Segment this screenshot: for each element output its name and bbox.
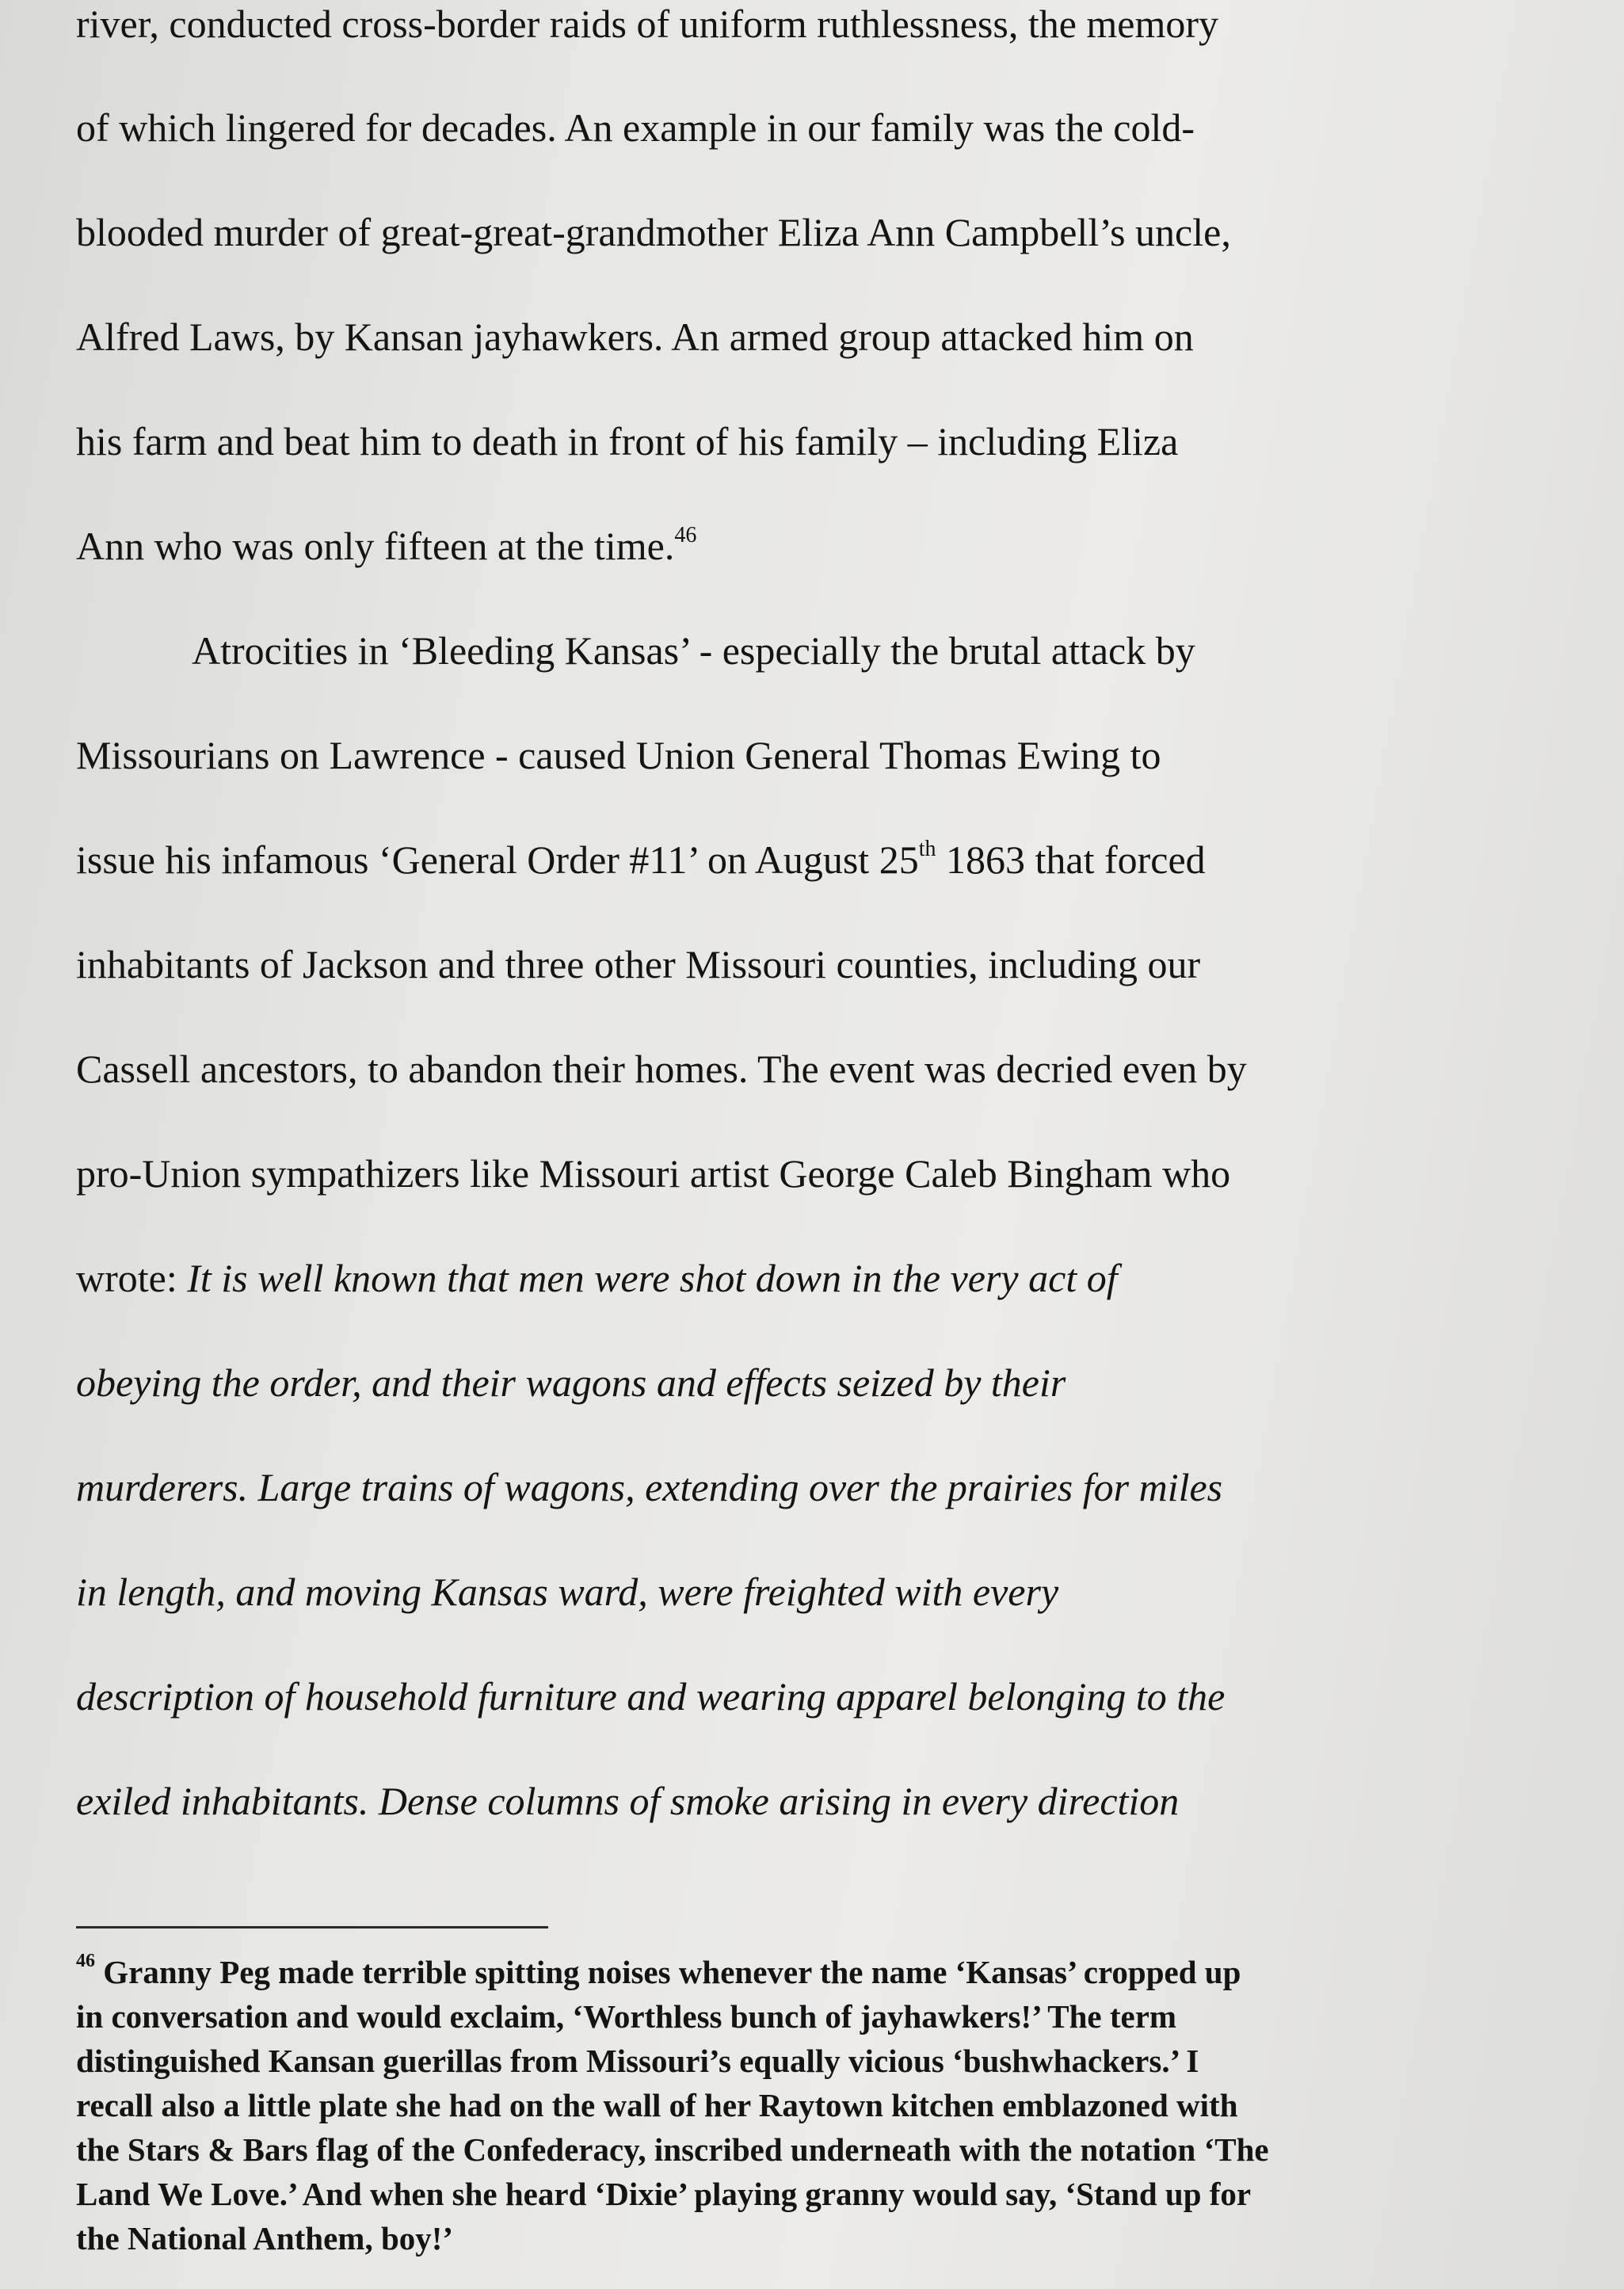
body-line: Missourians on Lawrence - caused Union General Thomas Ewing to xyxy=(76,733,1161,777)
quote-line: murderers. Large trains of wagons, extending over the prairies for miles xyxy=(76,1465,1223,1509)
body-line xyxy=(76,1254,1118,1302)
footnote-line: the National Anthem, boy!’ xyxy=(76,2220,454,2257)
body-line xyxy=(76,836,1206,883)
body-line: pro-Union sympathizers like Missouri artist George Caleb Bingham who xyxy=(76,1151,1231,1196)
body-line: blooded murder of great-great-grandmother Eliza Ann Campbell’s uncle, xyxy=(76,210,1231,254)
ordinal-suffix: th xyxy=(918,837,936,862)
quote-line: exiled inhabitants. Dense columns of smoke arising in every direction xyxy=(76,1779,1180,1823)
body-line: Cassell ancestors, to abandon their homes. The event was decried even by xyxy=(76,1047,1247,1091)
body-line: inhabitants of Jackson and three other Missouri counties, including our xyxy=(76,942,1201,986)
body-line-text: Ann who was only fifteen at the time. xyxy=(76,524,675,568)
body-line: of which lingered for decades. An example in our family was the cold- xyxy=(76,105,1195,150)
body-line: Atrocities in ‘Bleeding Kansas’ - especially the brutal attack by xyxy=(192,628,1195,673)
footnote-text: Granny Peg made terrible spitting noises whenever the name ‘Kansas’ cropped up xyxy=(95,1954,1241,1990)
body-line: river, conducted cross-border raids of uniform ruthlessness, the memory xyxy=(76,2,1219,46)
body-line: his farm and beat him to death in front of his family – including Eliza xyxy=(76,419,1179,464)
body-line-text: 1863 that forced xyxy=(936,837,1206,882)
body-line-text: issue his infamous ‘General Order #11’ on August 25 xyxy=(76,837,919,882)
footnote-line: in conversation and would exclaim, ‘Worthless bunch of jayhawkers!’ The term xyxy=(76,1998,1177,2035)
footnote-line: distinguished Kansan guerillas from Missouri’s equally vicious ‘bushwhackers.’ I xyxy=(76,2043,1199,2079)
body-line-text: wrote: xyxy=(76,1256,188,1300)
body-line xyxy=(76,522,696,570)
footnote-line: recall also a little plate she had on the wall of her Raytown kitchen emblazoned with xyxy=(76,2087,1238,2123)
quote-line: in length, and moving Kansas ward, were freighted with every xyxy=(76,1570,1059,1614)
quote-text: It is well known that men were shot down in the very act of xyxy=(187,1256,1118,1300)
quote-line: obeying the order, and their wagons and effects seized by their xyxy=(76,1360,1066,1405)
footnote-line: the Stars & Bars flag of the Confederacy, inscribed underneath with the notation ‘The xyxy=(76,2131,1269,2168)
footnote-line: Land We Love.’ And when she heard ‘Dixie’ playing granny would say, ‘Stand up for xyxy=(76,2176,1252,2212)
body-line: Alfred Laws, by Kansan jayhawkers. An armed group attacked him on xyxy=(76,315,1194,359)
footnote-line xyxy=(76,1951,1241,1993)
footnote-reference: 46 xyxy=(674,523,697,548)
footnote-number: 46 xyxy=(76,1951,95,1972)
footnote-separator xyxy=(76,1926,548,1928)
quote-line: description of household furniture and wearing apparel belonging to the xyxy=(76,1674,1226,1719)
